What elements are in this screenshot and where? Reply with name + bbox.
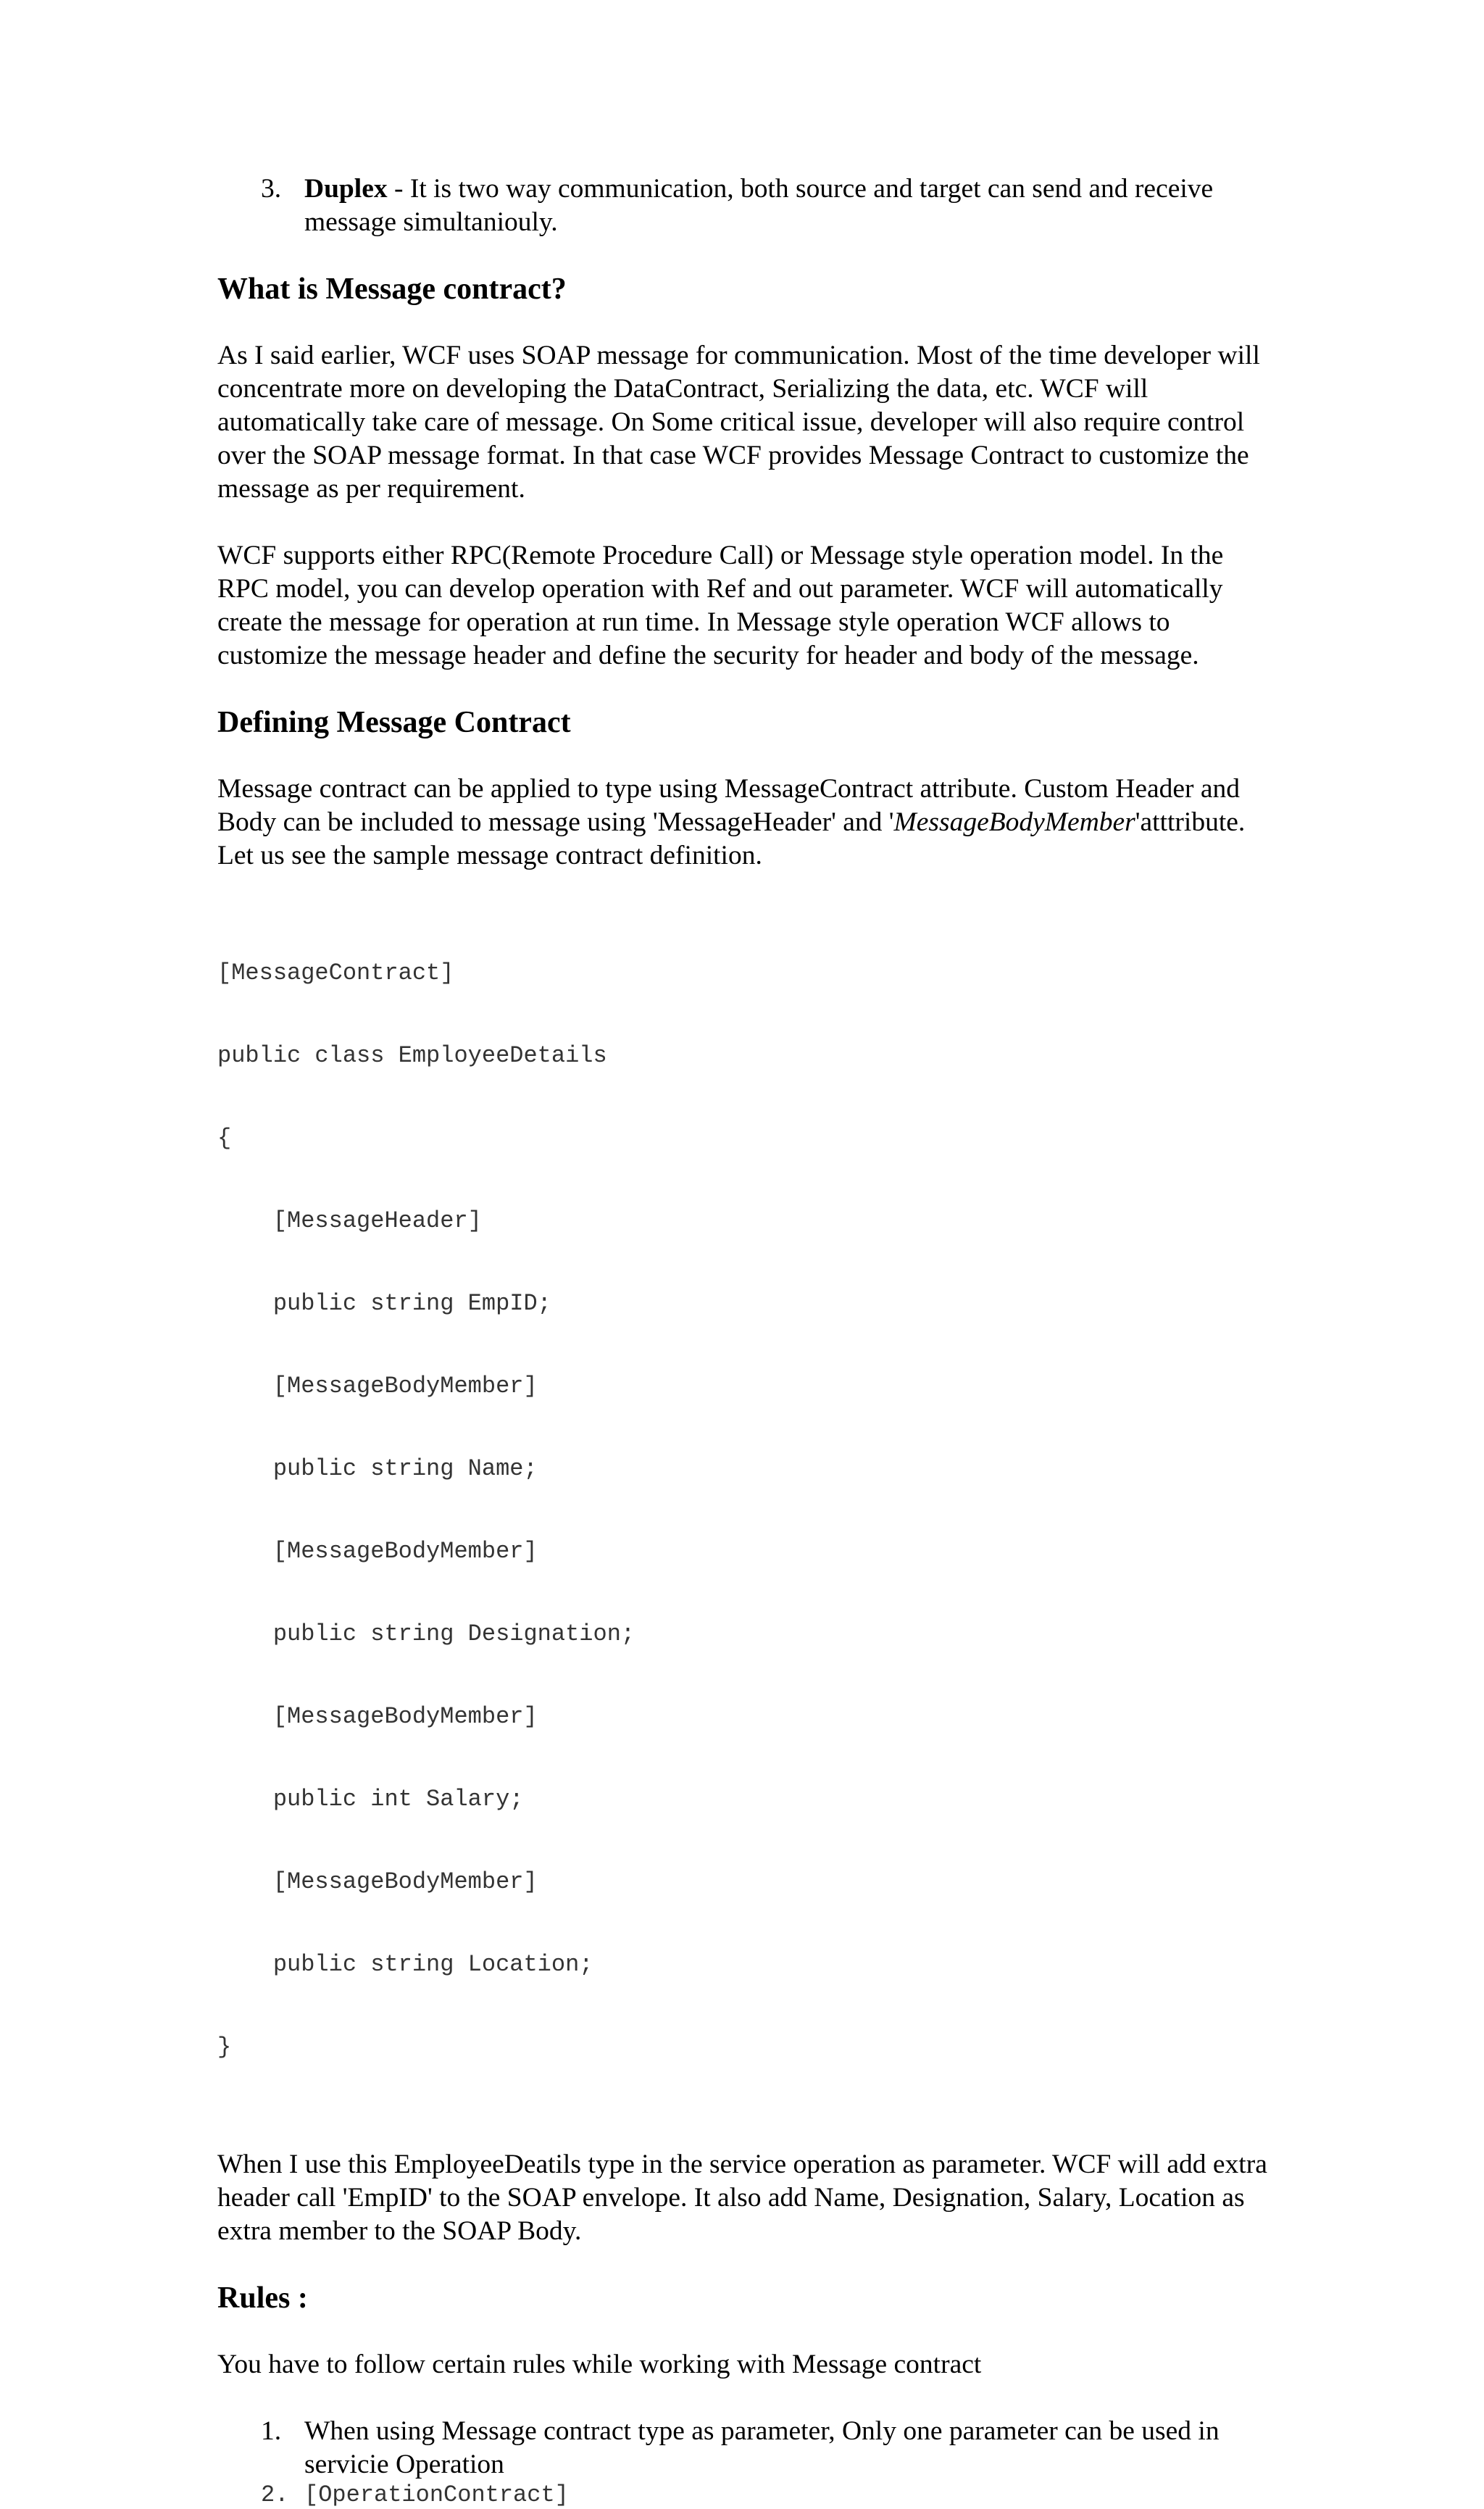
rule-number: 1.	[261, 2416, 282, 2446]
code-line: [MessageBodyMember]	[217, 1703, 538, 1730]
code-line: public string Location;	[217, 1951, 593, 1978]
paragraph-intro: As I said earlier, WCF uses SOAP message for communication. Most of the time developer will concentrate more on developing the DataContract, Serializing the data, etc. WCF will automatically take care of message. On Some critical issue, developer will also require control over the SOAP message format. In that case WCF provides Message Contract to customize the message as per requirement.	[217, 341, 1260, 504]
heading-message-contract: What is Message contract?	[217, 272, 567, 306]
paragraph-definition	[217, 773, 1268, 873]
code-line: [MessageHeader]	[217, 1207, 482, 1234]
list-item-duplex	[217, 172, 1268, 239]
code-line: public class EmployeeDetails	[217, 1042, 607, 1069]
paragraph-rpc: WCF supports either RPC(Remote Procedure Call) or Message style operation model. In the RPC model, you can develop operation with Ref and out parameter. WCF will automatically create the message for operation at run time. In Message style operation WCF allows to customize the message header and define the security for header and body of the message.	[217, 541, 1224, 670]
rule-text: When using Message contract type as parameter, Only one parameter can be used in servicie Operation	[304, 2416, 1220, 2479]
document-content	[217, 172, 1268, 2509]
paragraph-usage: When I use this EmployeeDeatils type in the service operation as parameter. WCF will add extra header call 'EmpID' to the SOAP envelope. It also add Name, Designation, Salary, Location as extra member to the SOAP Body.	[217, 2150, 1267, 2246]
definition-italic-term: MessageBodyMember	[893, 807, 1135, 837]
code-line: public string EmpID;	[217, 1290, 551, 1317]
paragraph-rules-intro: You have to follow certain rules while working with Message contract	[217, 2350, 982, 2379]
list-text: - It is two way communication, both source and target can send and receive message simultaniouly.	[304, 174, 1214, 237]
heading-defining-message-contract: Defining Message Contract	[217, 706, 571, 739]
code-line: public int Salary;	[217, 1786, 524, 1813]
rule-number: 2.	[261, 2481, 289, 2508]
code-block	[217, 904, 1268, 2116]
definition-text-after: 'atttribute. Let us see the sample message contract definition.	[217, 807, 1246, 870]
rule-item	[217, 2415, 1268, 2481]
rule-code: [OperationContract]	[304, 2481, 569, 2508]
code-line: [MessageBodyMember]	[217, 1868, 538, 1895]
list-number: 3.	[261, 174, 282, 204]
definition-text-before: Message contract can be applied to type using MessageContract attribute. Custom Header and Body can be included to message using 'MessageHeader' and '	[217, 774, 1241, 837]
code-line: {	[217, 1125, 232, 1152]
code-line: [MessageBodyMember]	[217, 1538, 538, 1565]
heading-rules: Rules :	[217, 2281, 308, 2315]
code-line: }	[217, 2034, 232, 2060]
code-line: [MessageBodyMember]	[217, 1373, 538, 1399]
rule-item	[217, 2481, 1268, 2509]
code-line: [MessageContract]	[217, 960, 454, 986]
list-term: Duplex	[304, 174, 388, 204]
code-line: public string Designation;	[217, 1620, 635, 1647]
code-line: public string Name;	[217, 1455, 538, 1482]
